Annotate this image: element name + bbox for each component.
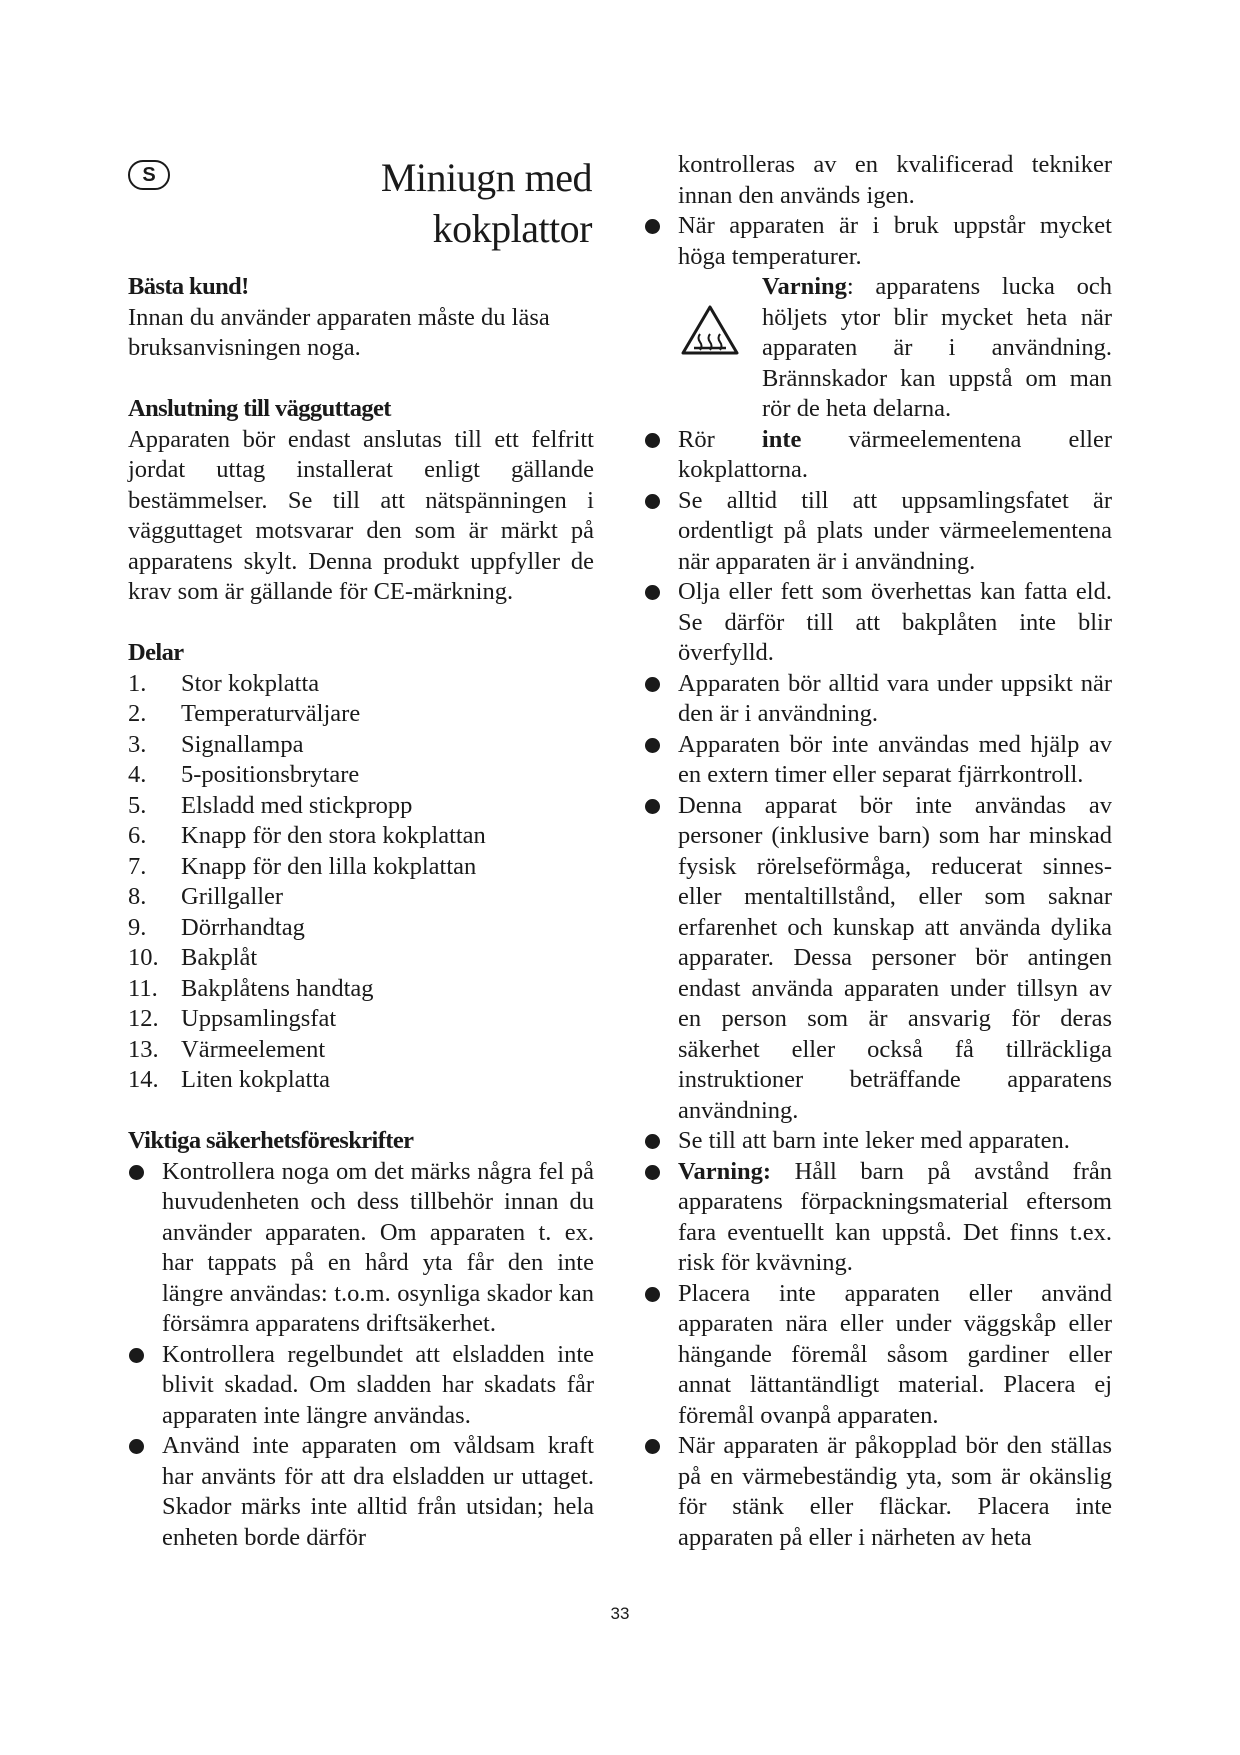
children-warning-label: Varning: <box>678 1157 772 1185</box>
connection-heading: Anslutning till vägguttaget <box>128 395 391 422</box>
title-line-1: Miniugn med <box>380 155 592 200</box>
parts-list-item <box>128 730 594 761</box>
part-label: Bakplåt <box>181 944 258 971</box>
safety-list-left <box>128 1157 594 1554</box>
part-label: Dörrhandtag <box>181 913 305 941</box>
part-label: Värmeelement <box>181 1035 326 1063</box>
list-item: Använd inte apparaten om våldsam kraft har använts för att dra elsladden ur uttaget. Skador märks inte alltid från utsidan; hela enheten borde därför <box>128 1431 594 1553</box>
part-label: Grillgaller <box>181 883 284 910</box>
title-line-2: kokplattor <box>432 206 592 251</box>
part-number: 4. <box>128 761 147 788</box>
warning-label: Varning <box>762 273 847 300</box>
bullet-icon <box>645 219 660 234</box>
safety-list-right-d <box>644 1279 1112 1554</box>
bullet-icon <box>129 1348 144 1363</box>
list-item: Denna apparat bör inte användas av personer (inklusive barn) som har minskad fysisk rörelseförmåga, reducerat sinnes- eller mentaltillstånd, eller som saknar erfarenhet och kunskap att använda dylika apparater. Dessa personer bör antingen endast använda apparaten under tillsyn av en person som är ansvarig för deras säkerhet eller också få tillräckliga instruktioner beträffande apparatens användning. <box>644 791 1112 1127</box>
parts-list-item <box>128 699 594 730</box>
part-number: 9. <box>128 913 147 941</box>
bullet-icon <box>645 585 660 600</box>
part-label: Signallampa <box>181 730 304 758</box>
bullet-icon <box>645 1439 660 1454</box>
safety-list-right-b <box>644 425 1112 486</box>
part-label: Knapp för den stora kokplattan <box>181 822 486 849</box>
parts-list-item <box>128 1065 594 1096</box>
part-label: Bakplåtens handtag <box>181 974 374 1002</box>
parts-list-item <box>128 760 594 791</box>
parts-heading: Delar <box>128 639 184 666</box>
list-item: Kontrollera regelbundet att elsladden inte blivit skadad. Om sladden har skadats får apparaten inte längre användas. <box>128 1340 594 1432</box>
part-number: 6. <box>128 822 147 849</box>
bullet-icon <box>645 799 660 814</box>
intro-text: Innan du använder apparaten måste du läsa bruksanvisningen noga. <box>128 303 550 361</box>
parts-list <box>128 669 594 1096</box>
list-item: Kontrollera noga om det märks några fel på huvudenheten och dess tillbehör innan du använder apparaten. Om apparaten t. ex. har tappats på en hård yta får den inte längre användas: t.o.m. osynliga skador kan försämra apparatens driftsäkerhet. <box>128 1157 594 1340</box>
list-item <box>644 1157 1112 1279</box>
part-label: Elsladd med stickpropp <box>181 791 413 819</box>
bullet-icon <box>645 494 660 509</box>
part-number: 13. <box>128 1035 159 1063</box>
bullet-icon <box>645 1287 660 1302</box>
part-number: 12. <box>128 1005 159 1032</box>
list-item: Se till att barn inte leker med apparaten. <box>644 1126 1112 1157</box>
part-number: 10. <box>128 944 159 971</box>
part-number: 2. <box>128 700 147 727</box>
part-label: 5-positionsbrytare <box>181 761 360 788</box>
warning-text: : apparatens lucka och höljets ytor blir mycket heta när apparaten är i användning. Brännskador kan uppstå om man rör de heta delarna. <box>762 273 1112 422</box>
bullet-icon <box>129 1165 144 1180</box>
part-label: Temperaturväljare <box>181 700 361 727</box>
bullet-icon <box>645 1134 660 1149</box>
parts-list-item <box>128 882 594 913</box>
safety-list-right-c <box>644 486 1112 1157</box>
parts-list-item <box>128 943 594 974</box>
hot-surface-warning-icon <box>680 304 740 356</box>
part-label: Stor kokplatta <box>181 669 320 697</box>
continued-text: kontrolleras av en kvalificerad tekniker innan den används igen. <box>678 151 1112 209</box>
parts-list-item <box>128 913 594 944</box>
parts-list-item <box>128 974 594 1005</box>
bullet-icon <box>645 433 660 448</box>
part-label: Knapp för den lilla kokplattan <box>181 852 477 880</box>
list-item: Rör inte värmeelementena eller kokplattorna. <box>644 425 1112 486</box>
bullet-icon <box>645 677 660 692</box>
parts-list-item <box>128 852 594 883</box>
left-column <box>128 150 594 1553</box>
safety-heading: Viktiga säkerhetsföreskrifter <box>128 1127 414 1154</box>
part-number: 8. <box>128 883 147 910</box>
parts-list-item <box>128 1004 594 1035</box>
part-label: Uppsamlingsfat <box>181 1005 337 1032</box>
list-item: När apparaten är i bruk uppstår mycket höga temperaturer. <box>644 211 1112 272</box>
bullet-icon <box>129 1439 144 1454</box>
part-number: 3. <box>128 730 147 758</box>
bullet-icon <box>645 738 660 753</box>
hot-surface-warning <box>644 272 1112 425</box>
part-number: 7. <box>128 852 147 880</box>
part-label: Liten kokplatta <box>181 1066 330 1093</box>
greeting-heading: Bästa kund! <box>128 273 249 300</box>
safety-list-right <box>644 211 1112 272</box>
list-item: Se alltid till att uppsamlingsfatet är ordentligt på plats under värmeelementena när apparaten är i användning. <box>644 486 1112 578</box>
parts-list-item <box>128 791 594 822</box>
parts-list-item <box>128 821 594 852</box>
parts-list-item <box>128 669 594 700</box>
list-item: Placera inte apparaten eller använd apparaten nära eller under väggskåp eller hängande föremål såsom gardiner eller annat lättantändligt material. Placera ej föremål ovanpå apparaten. <box>644 1279 1112 1432</box>
list-item: Olja eller fett som överhettas kan fatta eld. Se därför till att bakplåten inte blir överfylld. <box>644 577 1112 669</box>
children-warning-text: Håll barn på avstånd från apparatens förpackningsmaterial eftersom fara eventuellt kan uppstå. Det finns t.ex. risk för kvävning. <box>678 1157 1112 1276</box>
list-item: Apparaten bör inte användas med hjälp av en extern timer eller separat fjärrkontroll. <box>644 730 1112 791</box>
children-warning-list <box>644 1157 1112 1279</box>
parts-list-item <box>128 1035 594 1066</box>
page-number: 33 <box>610 1604 630 1623</box>
part-number: 14. <box>128 1066 159 1093</box>
list-item: När apparaten är påkopplad bör den ställas på en värmebeständig yta, som är okänslig för stänk eller fläckar. Placera inte apparaten på eller i närheten av heta <box>644 1431 1112 1553</box>
part-number: 1. <box>128 669 147 697</box>
part-number: 11. <box>128 974 158 1002</box>
right-column <box>644 150 1112 1553</box>
list-item: Apparaten bör alltid vara under uppsikt när den är i användning. <box>644 669 1112 730</box>
language-badge: S <box>128 160 170 190</box>
bullet-icon <box>645 1165 660 1180</box>
part-number: 5. <box>128 791 147 819</box>
connection-text: Apparaten bör endast anslutas till ett felfritt jordat uttag installerat enligt gällande bestämmelser. Se till att nätspänningen i vägguttaget motsvarar den som är märkt på apparatens skylt. Denna produkt uppfyller de krav som är gällande för CE-märkning. <box>128 425 594 605</box>
